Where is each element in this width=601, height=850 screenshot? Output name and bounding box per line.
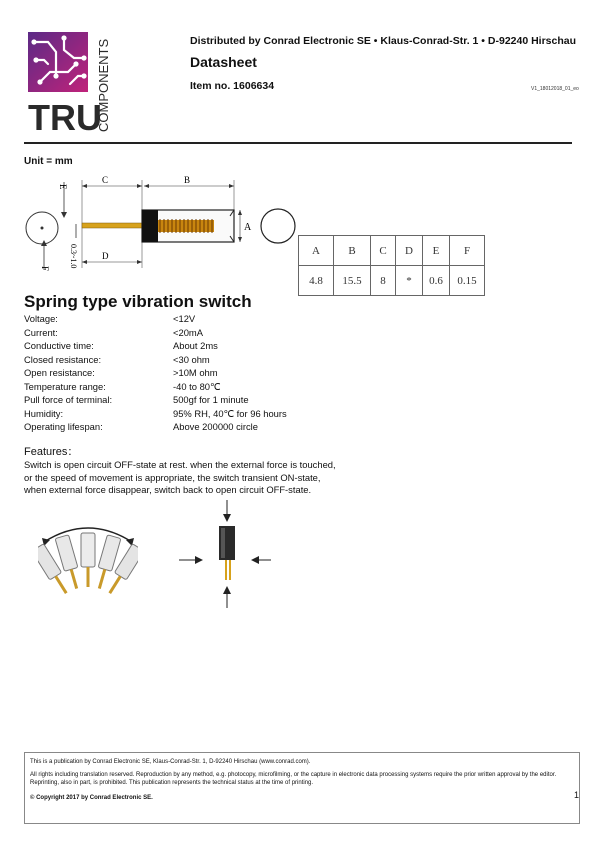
table-cell: * <box>396 266 423 296</box>
spec-key: Humidity: <box>24 407 64 419</box>
table-header-cell: B <box>334 236 371 266</box>
logo-graphic <box>28 32 116 132</box>
spec-row <box>24 407 287 421</box>
swing-illustration <box>38 518 138 608</box>
spec-key: Voltage: <box>24 313 58 324</box>
dimension-drawing <box>20 172 300 290</box>
spec-list <box>24 312 287 434</box>
svg-text:A: A <box>244 222 252 233</box>
table-header-cell: C <box>371 236 396 266</box>
spec-value: <12V <box>173 313 196 324</box>
features-line: or the speed of movement is appropriate, the switch transient ON-state, <box>24 471 321 483</box>
spec-key: Conductive time: <box>24 340 94 351</box>
spec-value: Above 200000 circle <box>173 421 258 432</box>
version-code: V1_18012018_01_eo <box>531 86 579 92</box>
spec-key: Current: <box>24 326 58 338</box>
table-header-cell: E <box>423 236 450 266</box>
spec-row <box>24 420 287 434</box>
spec-row <box>24 366 287 380</box>
spec-key: Pull force of terminal: <box>24 394 113 405</box>
spec-key: Closed resistance: <box>24 353 102 365</box>
spec-value: >10M ohm <box>173 367 218 378</box>
spec-row <box>24 312 287 326</box>
table-header-cell: F <box>450 236 485 266</box>
spec-value: <30 ohm <box>173 353 210 365</box>
spec-row <box>24 393 287 407</box>
table-cell: 4.8 <box>299 266 334 296</box>
spec-key: Open resistance: <box>24 367 95 378</box>
table-cell: 0.15 <box>450 266 485 296</box>
spec-key: Temperature range: <box>24 380 106 392</box>
footer-rights: All rights including translation reserved. Reproduction by any method, e.g. photocopy, microfilming, or the capture in electronic data processing systems require the prior written approval by the editor. Reprinting, also in part, is prohibited. This publication represents the technical status at the time of printing. <box>30 772 557 786</box>
footer-copyright: © Copyright 2017 by Conrad Electronic SE. <box>30 795 153 801</box>
spec-row <box>24 326 287 340</box>
page-title: Datasheet <box>190 54 257 70</box>
product-title: Spring type vibration switch <box>24 292 252 311</box>
table-cell: 0.6 <box>423 266 450 296</box>
spec-value: About 2ms <box>173 340 218 351</box>
header-divider <box>24 142 572 144</box>
spec-key: Operating lifespan: <box>24 421 103 432</box>
brand-logo <box>28 32 116 132</box>
features-heading: Features： <box>24 446 79 458</box>
unit-label: Unit = mm <box>24 156 73 167</box>
distributor-line: Distributed by Conrad Electronic SE • Klaus-Conrad-Str. 1 • D-92240 Hirschau <box>190 35 577 47</box>
svg-text:F: F <box>40 266 50 272</box>
spec-row <box>24 380 287 394</box>
features-line: Switch is open circuit OFF-state at rest. when the external force is touched, <box>24 459 336 470</box>
force-illustration <box>175 498 275 610</box>
spec-row <box>24 353 287 367</box>
item-number: Item no. 1606634 <box>190 80 275 92</box>
svg-text:TRU: TRU <box>28 97 102 132</box>
table-header-cell: D <box>396 236 423 266</box>
table-row <box>299 266 485 296</box>
footer-box <box>24 752 580 824</box>
svg-text:0.3~1.0: 0.3~1.0 <box>69 244 78 269</box>
footer-publication: This is a publication by Conrad Electronic SE, Klaus-Conrad-Str. 1, D-92240 Hirschau (www.conrad.com). <box>30 759 311 765</box>
spec-row <box>24 339 287 353</box>
spec-value: 95% RH, 40℃ for 96 hours <box>173 407 287 419</box>
features-line: when external force disappear, switch back to open circuit OFF-state. <box>24 484 312 495</box>
features-text <box>24 459 354 497</box>
table-cell: 8 <box>371 266 396 296</box>
spec-value: -40 to 80℃ <box>173 380 221 392</box>
dimension-table <box>298 235 485 296</box>
table-header-cell: A <box>299 236 334 266</box>
svg-text:COMPONENTS: COMPONENTS <box>96 38 111 132</box>
table-cell: 15.5 <box>334 266 371 296</box>
spec-value: <20mA <box>173 326 203 338</box>
spec-value: 500gf for 1 minute <box>173 394 249 405</box>
svg-text:B: B <box>184 175 191 185</box>
page-number: 1 <box>574 790 580 800</box>
svg-text:E: E <box>58 184 68 190</box>
table-row <box>299 236 485 266</box>
svg-text:D: D <box>102 251 109 261</box>
svg-text:C: C <box>102 175 109 185</box>
